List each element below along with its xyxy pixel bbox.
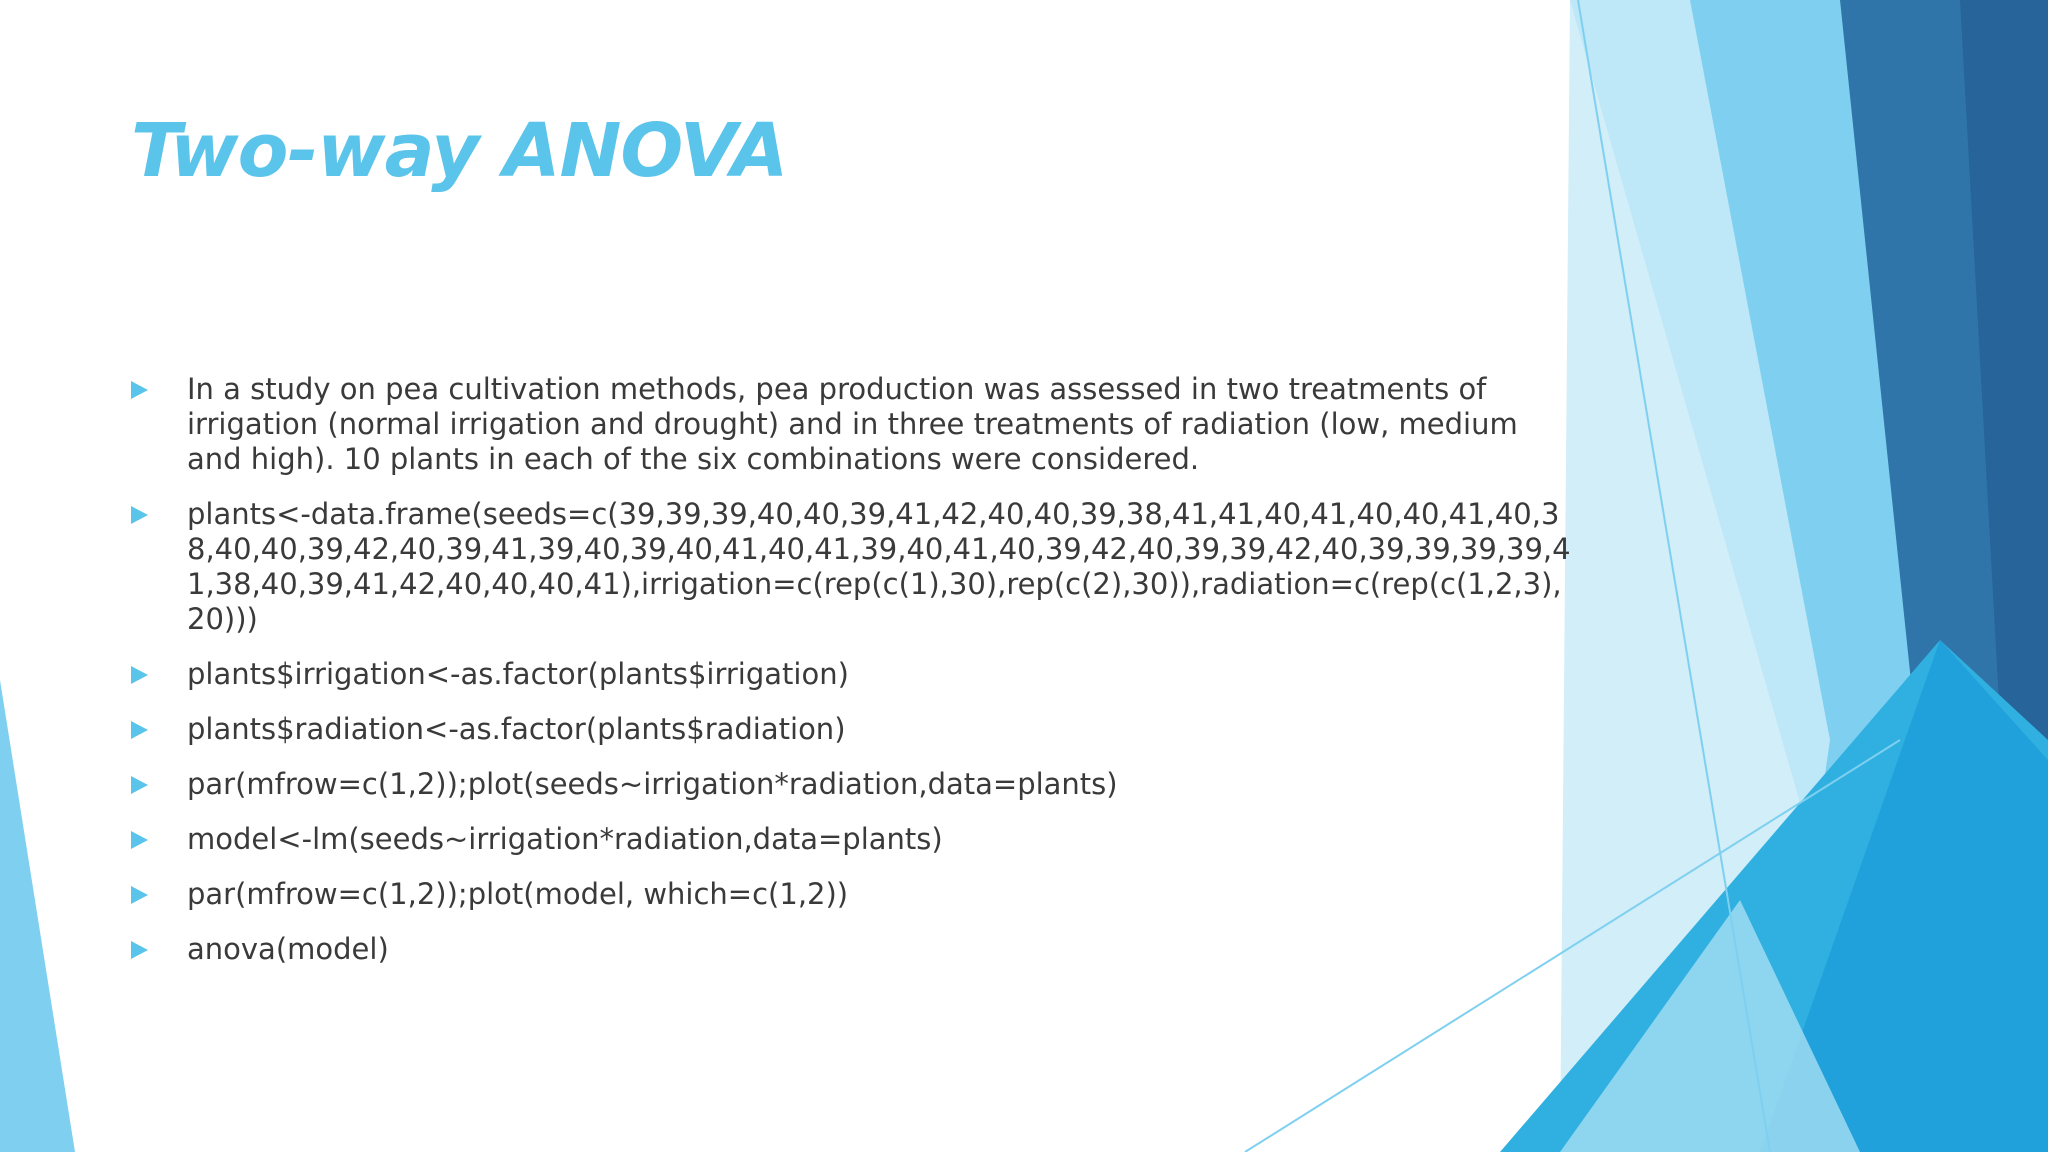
bullet-radiation-factor-code	[131, 712, 1571, 747]
bullet-text: plants<-data.frame(seeds=c(39,39,39,40,40,39,41,42,40,40,39,38,41,41,40,41,40,40,41,40,38,40,40,39,42,40,39,41,39,40,39,40,41,40,41,39,40,41,40,39,42,40,39,39,42,40,39,39,39,39,41,38,40,39,41,42,40,40,40,41),irrigation=c(rep(c(1),30),rep(c(2),30)),radiation=c(rep(c(1,2,3),20)))	[187, 497, 1571, 636]
bullet-plot-model-code	[131, 877, 1571, 912]
triangle-right-icon	[131, 666, 148, 684]
triangle-right-icon	[131, 941, 148, 959]
bullet-model-code	[131, 822, 1571, 857]
bullet-text: par(mfrow=c(1,2));plot(model, which=c(1,2))	[187, 877, 849, 911]
bullet-list	[131, 372, 1571, 987]
left-edge-triangle	[0, 680, 75, 1152]
bullet-text: par(mfrow=c(1,2));plot(seeds~irrigation*radiation,data=plants)	[187, 767, 1118, 801]
bullet-text: anova(model)	[187, 932, 389, 966]
bullet-irrigation-factor-code	[131, 657, 1571, 692]
triangle-right-icon	[131, 776, 148, 794]
slide-title: Two-way ANOVA	[131, 108, 788, 194]
bullet-text: model<-lm(seeds~irrigation*radiation,data=plants)	[187, 822, 943, 856]
bullet-text: plants$irrigation<-as.factor(plants$irrigation)	[187, 657, 849, 691]
bullet-text: In a study on pea cultivation methods, pea production was assessed in two treatments of irrigation (normal irrigation and drought) and in three treatments of radiation (low, medium and high). 10 plants in each of the six combinations were considered.	[187, 372, 1518, 476]
triangle-right-icon	[131, 886, 148, 904]
bullet-data-frame-code	[131, 497, 1571, 637]
triangle-right-icon	[131, 831, 148, 849]
bullet-study-description	[131, 372, 1571, 477]
triangle-right-icon	[131, 506, 148, 524]
bullet-anova-code	[131, 932, 1571, 967]
bullet-text: plants$radiation<-as.factor(plants$radiation)	[187, 712, 846, 746]
triangle-right-icon	[131, 381, 148, 399]
bullet-plot-seeds-code	[131, 767, 1571, 802]
triangle-right-icon	[131, 721, 148, 739]
